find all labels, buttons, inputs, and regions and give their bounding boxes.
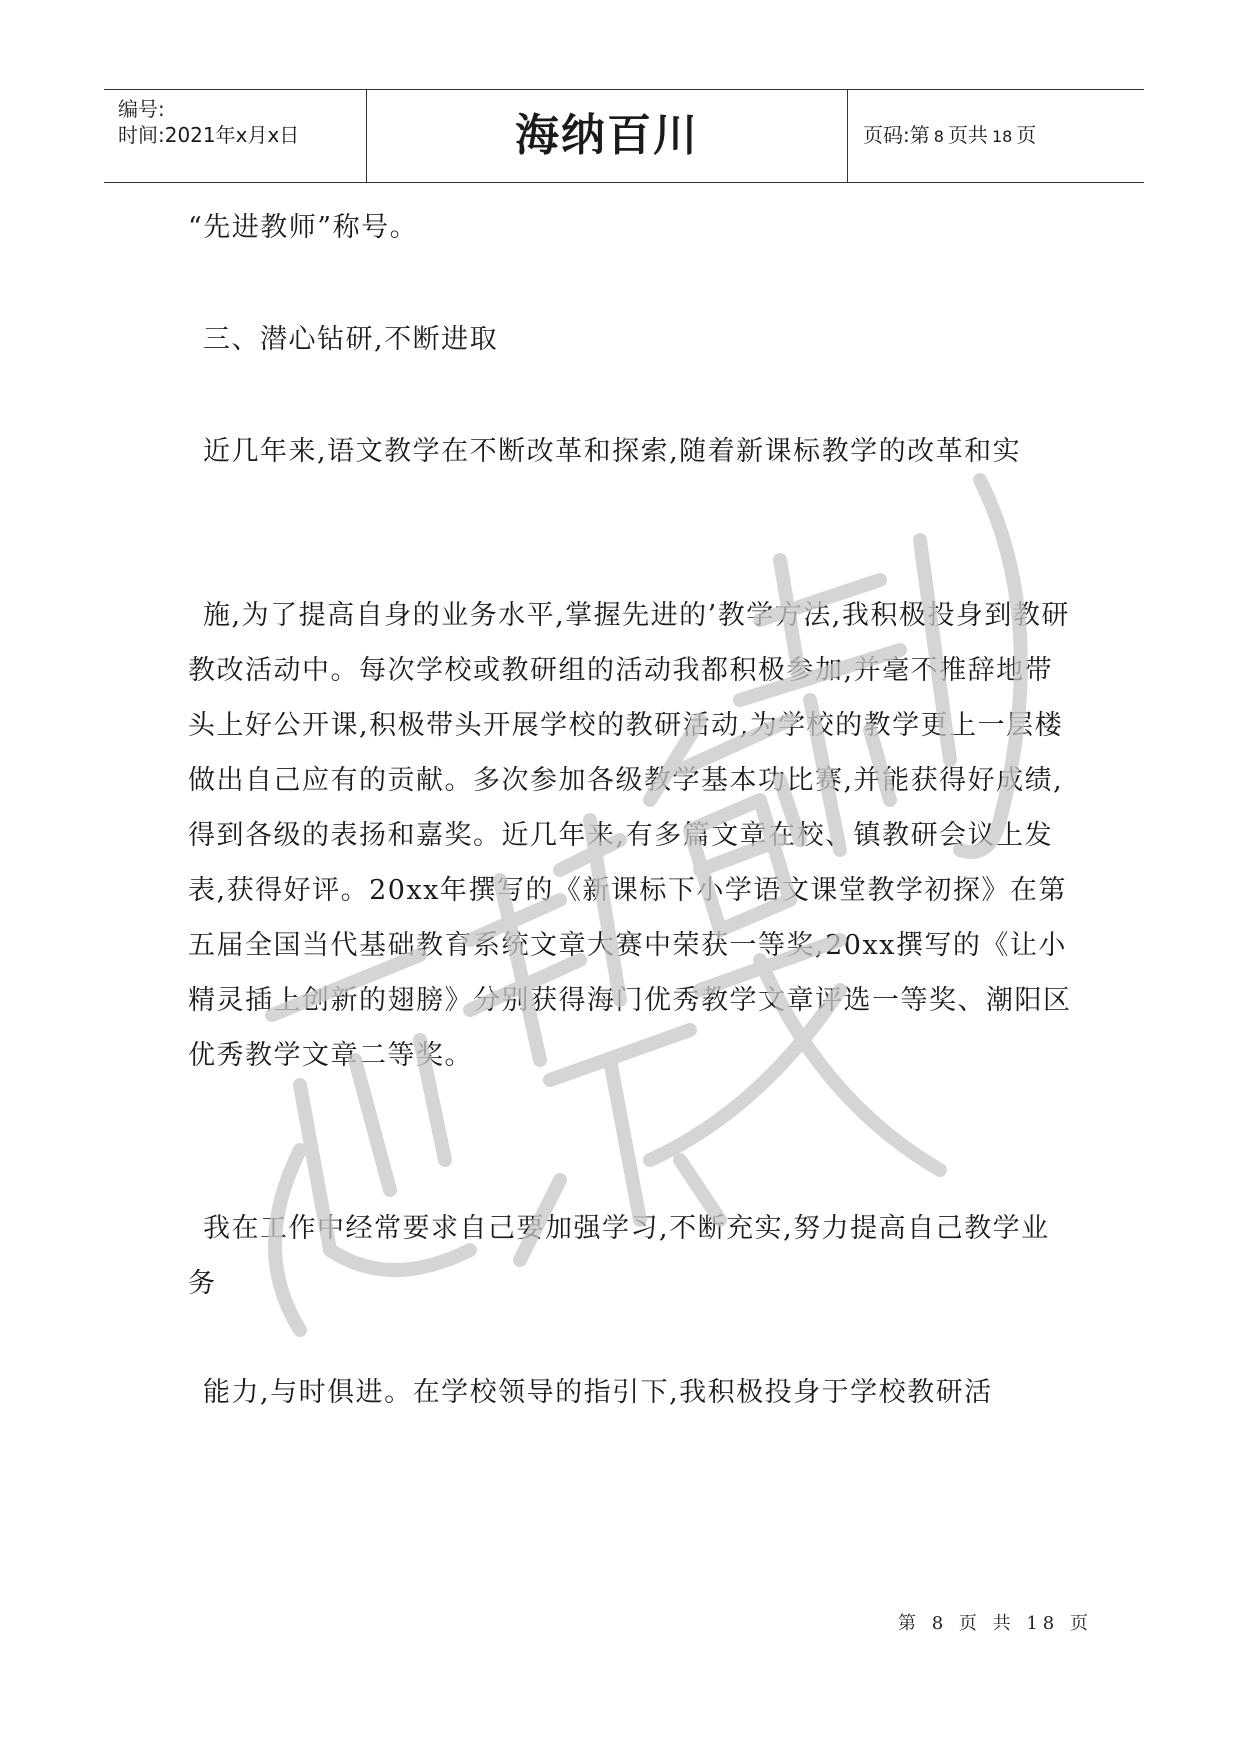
serial-label: 编号: [118,97,165,121]
header-page-indicator [863,120,1036,152]
page-mid: 页共 [947,123,988,147]
header-center-cell [367,90,848,182]
page-header [104,89,1144,183]
paragraph-3: 施,为了提高自身的业务水平,掌握先进的’教学方法,我积极投身到教研教改活动中。每次学校或教研组的活动我都积极参加,并毫不推辞地带头上好公开课,积极带头开展学校的教研活动,为学校的教学更上一层楼做出自己应有的贡献。多次参加各级教学基本功比赛,并能获得好成绩,得到各级的表扬和嘉奖。近几年来,有多篇文章在校、镇教研会议上发表,获得好评。20xx年撰写的《新课标下小学语文课堂教学初探》在第五届全国当代基础教育系统文章大赛中荣获一等奖,20xx撰写的《让小精灵插上创新的翅膀》分别获得海门优秀教学文章评选一等奖、潮阳区优秀教学文章二等奖。 [188,600,1072,1071]
header-time: 时间:2021年x月x日 [118,123,300,147]
page-suffix: 页 [1016,123,1037,147]
page-total: 18 [991,127,1013,146]
page-number: 8 [933,127,944,146]
paragraph-4: 我在工作中经常要求自己要加强学习,不断充实,努力提高自己教学业务 [188,1213,1050,1299]
page-prefix: 页码:第 [863,123,930,147]
header-left-cell [104,90,367,182]
paragraph-2: 近几年来,语文教学在不断改革和探索,随着新课标教学的改革和实 [203,436,1022,467]
page-footer: 第 8 页 共 18 页 [898,1613,1093,1634]
header-right-cell [849,90,1144,182]
paragraph-1: “先进教师”称号。 [188,212,419,243]
section-heading: 三、潜心钻研,不断进取 [203,324,499,355]
paragraph-5: 能力,与时俱进。在学校领导的指引下,我积极投身于学校教研活 [203,1377,993,1408]
header-brand: 海纳百川 [515,110,699,161]
